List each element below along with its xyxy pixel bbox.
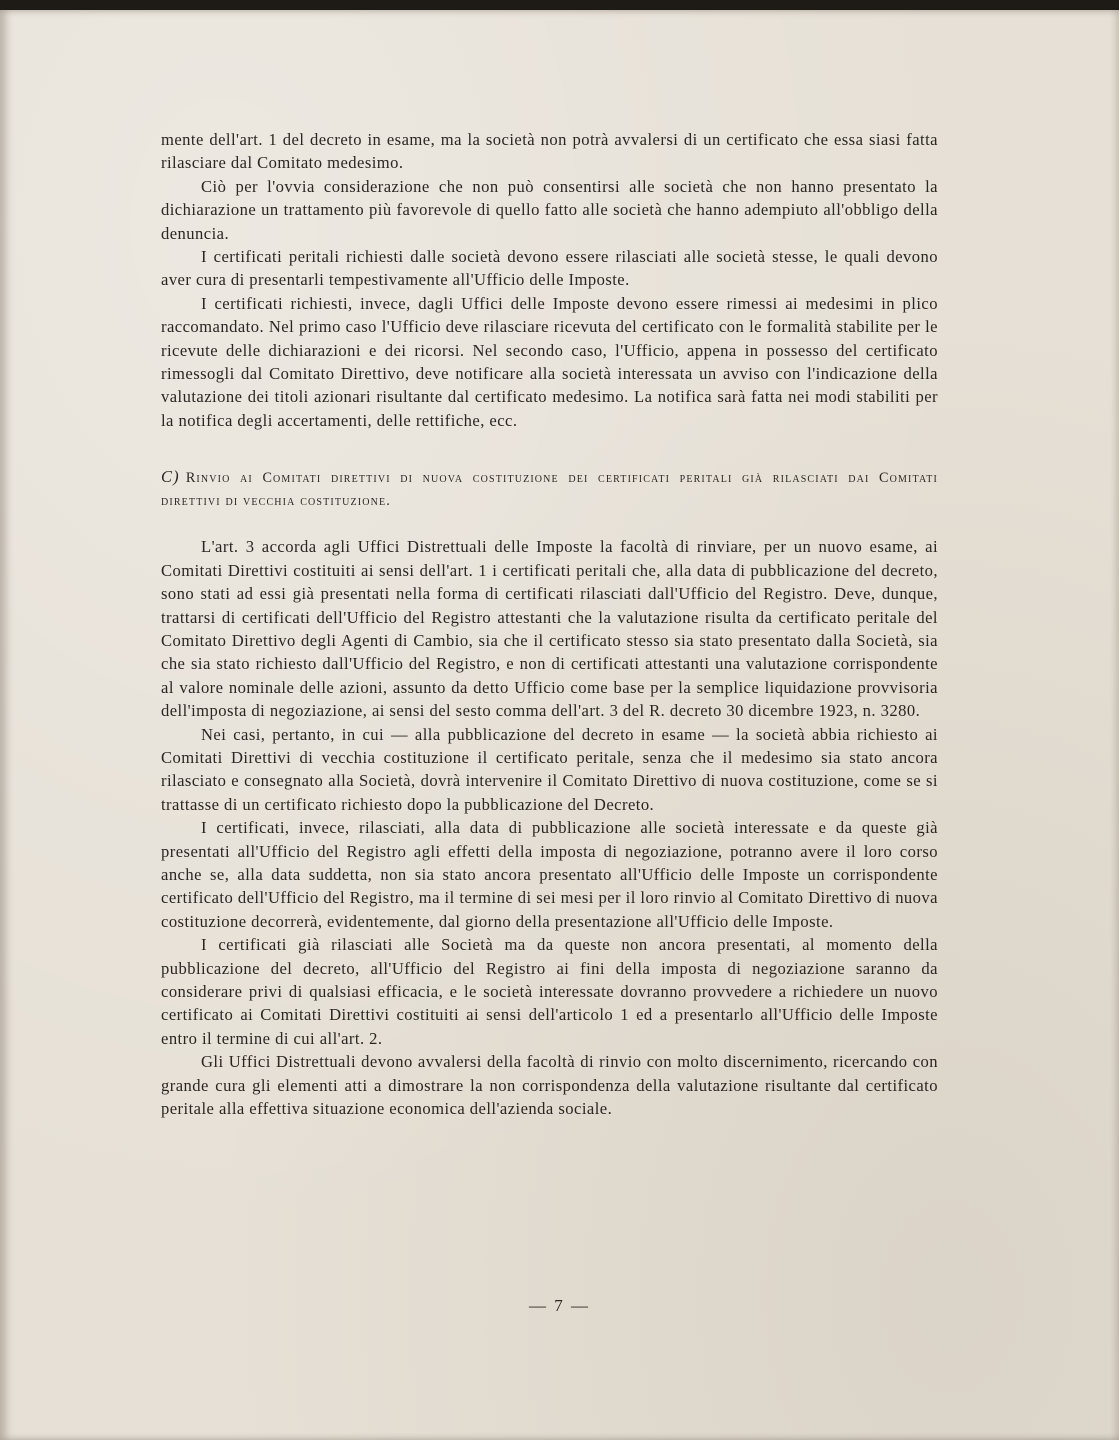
section-letter: C): [161, 467, 180, 487]
paragraph: Nei casi, pertanto, in cui — alla pubblicazione del decreto in esame — la società abbia richiesto ai Comitati Direttivi di vecchia costituzione il certificato peritale, senza che il medesimo sia stato ancora rilasciato e consegnato alla Società, dovrà intervenire il Comitato Direttivo di nuova costituzione, come se si trattasse di un certificato richiesto dopo la pubblicazione del Decreto.: [161, 724, 938, 814]
paragraph: Gli Uffici Distrettuali devono avvalersi della facoltà di rinvio con molto discernimento, ricercando con grande cura gli elementi atti a dimostrare la non corrispondenza della valutazione risultante dal certificato peritale alla effettiva situazione economica dell'azienda sociale.: [161, 1052, 938, 1119]
page-number: — 7 —: [529, 1296, 590, 1315]
paragraph: L'art. 3 accorda agli Uffici Distrettuali delle Imposte la facoltà di rinviare, per un nuovo esame, ai Comitati Direttivi costituiti ai sensi dell'art. 1 i certificati peritali che, alla data di pubblicazione del decreto, sono stati ad essi già presentati nella forma di certificati rilasciati dall'Ufficio del Registro. Deve, dunque, trattarsi di certificati dell'Ufficio del Registro attestanti che la valutazione risulta da certificato peritale del Comitato Direttivo degli Agenti di Cambio, sia che il certificato stesso sia stato presentato dalla Società, sia che sia stato richiesto dall'Ufficio del Registro, e non di certificati attestanti una valutazione corrispondente al valore nominale delle azioni, assunto da detto Ufficio come base per la semplice liquidazione provvisoria dell'imposta di negoziazione, ai sensi del sesto comma dell'art. 3 del R. decreto 30 dicembre 1923, n. 3280.: [161, 537, 938, 721]
body-text: [161, 128, 938, 1120]
paragraph: I certificati, invece, rilasciati, alla data di pubblicazione alle società interessate e da queste già presentati all'Ufficio del Registro agli effetti della imposta di negoziazione, potranno avere il loro corso anche se, alla data suddetta, non sia stato ancora presentato all'Ufficio delle Imposte un corrispondente certificato dell'Ufficio del Registro, ma il termine di sei mesi per il loro rinvio al Comitato Direttivo di nuova costituzione decorrerà, evidentemente, dal giorno della presentazione all'Ufficio delle Imposte.: [161, 818, 938, 931]
section-heading-text: Rinvio ai Comitati direttivi di nuova costituzione dei certificati peritali già rilasciati dai Comitati direttivi di vecchia costituzione.: [161, 470, 938, 509]
paragraph-continuation: mente dell'art. 1 del decreto in esame, ma la società non potrà avvalersi di un certificato che essa siasi fatta rilasciare dal Comitato medesimo.: [161, 130, 938, 173]
paragraph: I certificati peritali richiesti dalle società devono essere rilasciati alle società stesse, le quali devono aver cura di presentarli tempestivamente all'Ufficio delle Imposte.: [161, 247, 938, 290]
paragraph: Ciò per l'ovvia considerazione che non può consentirsi alle società che non hanno presentato la dichiarazione un trattamento più favorevole di quello fatto alle società che hanno adempiuto all'obbligo della denuncia.: [161, 176, 938, 243]
paragraph: I certificati già rilasciati alle Società ma da queste non ancora presentati, al momento della pubblicazione del decreto, all'Ufficio del Registro ai fini della imposta di negoziazione saranno da considerare privi di qualsiasi efficacia, e le società interessate dovranno provvedere a richiedere un nuovo certificato ai Comitati Direttivi costituiti ai sensi dell'articolo 1 ed a presentarlo all'Ufficio delle Imposte entro il termine di cui all'art. 2.: [161, 935, 938, 1048]
section-heading: [161, 466, 938, 512]
section-body: [161, 535, 938, 1120]
scanned-page: [0, 10, 1119, 1440]
paragraph: I certificati richiesti, invece, dagli Uffici delle Imposte devono essere rimessi ai medesimi in plico raccomandato. Nel primo caso l'Ufficio deve rilasciare ricevuta del certificato con le formalità stabilite per le ricevute delle dichiarazioni e dei ricorsi. Nel secondo caso, l'Ufficio, appena in possesso del certificato rimessogli dal Comitato Direttivo, deve notificare alla società interessata un avviso con l'indicazione della valutazione dei titoli azionari risultante dal certificato medesimo. La notifica sarà fatta nei modi stabiliti per la notifica degli accertamenti, delle rettifiche, ecc.: [161, 293, 938, 430]
